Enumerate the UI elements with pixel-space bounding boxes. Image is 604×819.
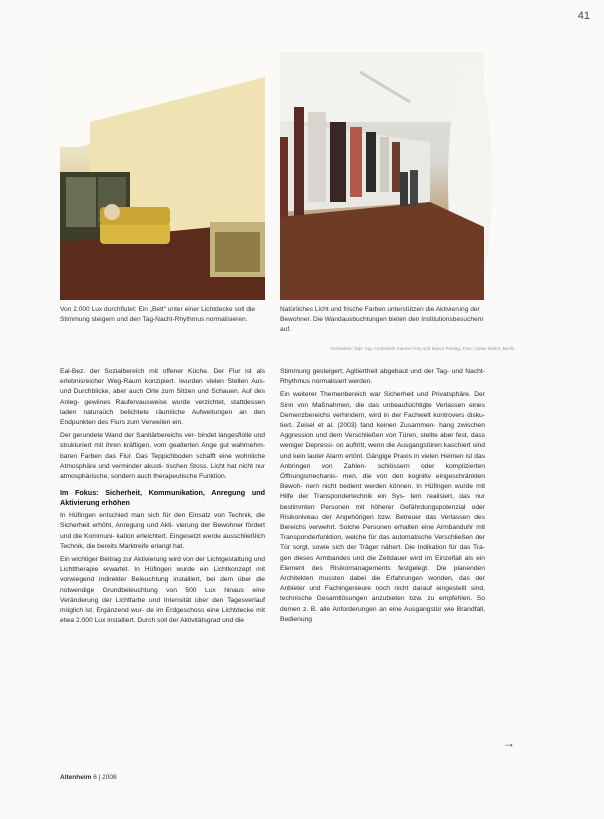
photo-caption-left: Von 2.000 Lux durchflutet: Ein „Bett“ unter einer Lichtdecke soll die Stimmung steigern und den Tag-Nacht-Rhythmus normalisieren. [60, 306, 255, 323]
photo-credit: Architektur: Dipl.-Ing. Architektin Sabine Frey und Marco Freitag; Foto: Lukas Muller, Berlin [330, 346, 515, 351]
paragraph: Eal-Bez. der Sozialbereich mit offener Küche. Der Flur ist als erlebnisreicher Weg-Raum konzipiert. Iwurden vielen Stellen Aus- und Durchblicke, aber auch Orte zum Sitzen und Schauen. Auf des Anleg- gewiines Raufervausweise wurde verzichtet, stattdessen laden naturaüch belichtete räumliche Aufweitungen an den Endpunkten des Flurs zum Verweilen ein. [60, 368, 265, 427]
lounge-illustration [60, 52, 265, 300]
arrow-right-icon: → [503, 736, 515, 750]
page-number: 41 [577, 10, 590, 22]
issue-number: 6 | 2008 [93, 774, 117, 781]
paragraph: In Hüfingen entschied man sich für den Einsatz von Technik, die Sicherheit erhöht, Anregung und Akti- vierung der Bewohner fördert und die Kommuni- kation erleichtert. Eingesetzt werde ausschließlich Technik, die bereits Marktreife erlangt hat. [60, 512, 265, 550]
paragraph: Ein weiterer Themenbereich war Sicherheit und Privatsphäre. Der Sinn von Maßnahmen, die das unbeaufsichtigte Verlassen eines Demenzbereichs verhindern, wird in der Fachwelt kontrovers disku- tiert. Zeisel et al. (2003) fand keinen Zusammen- hang zwischen Aggression und dem Verschließen von Türen, stellte aber fest, dass weniger Depressi- on auftritt, wenn die Ausgangstüren kaschiert sind und kein lauter Alarm ertönt. Gängige Praxis in vielen Heimen ist das Anbringen von Zahlen- schlössern oder komplizierten Öffnungsmechanis- men, die von den kognitiv eingeschränkten Bewoh- nern nicht bedient werden können. In Hüfingen wurde mit Hilfe der Transpondertechnik ein Sys- tem realisiert, das nur bestimmten Personen mit höherer Gefährdungspotenzial oder Risikoniveau der Angehörigen bzw. Betreuer das Verlassen des Bereichs verwehrt. Solche Personen erhalten eine Armbanduhr mit Transponderfunktion, welche für das automatische Verschließen der Tür sorgt, sowie sich der Träger nähert. Die Indikation für das Tra- gen dieses Armbandes und die Zeitdauer wird im Einzelfall als ein Element des Risikomanagements festgelegt. Die planenden Architekten mussten dabei die Erfahrungen wonden, das der Anbieter und Fachingenieure noch nicht darauf eingestellt sind, technische Gesamtlösungen anzubieten bzw. zu empfehlen. So demen z. B. alle Anforderungen an eine Ausgangstür wie Brandfall, Bedienung [280, 391, 485, 623]
paragraph: Ein wichtiger Beitrag zur Aktivierung wird von der Lichtgestaltung und Lichttherapie erwartet. In Hüfingen wurde ein Lichtkonzept mit vorwiegend indirekter Beleuchtung installiert, bei dem über die notwendige Grundbeleuchtung von 500 Lux hinaus eine Veränderung der Lichtfarbe und Intensität über den Tagesverlauf möglich ist. Ergänzend wur- de im Erdgeschoss eine Lichtdecke mit etwa 2.000 Lux installiert. Durch soll der Aktivitätsgrad und die [60, 556, 265, 625]
paragraph: Stimmung gesteigert, Agitiertheit abgebaut und der Tag- und Nacht-Rhythmus normalisiert werden. [280, 368, 485, 386]
photo-caption-right: Natürliches Licht und frische Farben unterstützen die Aktivierung der Bewohner. Die Wandausbuchtungen bieten den Institutionsbesuchern auf. [280, 306, 484, 333]
article-column-left [60, 367, 265, 629]
magazine-name: Altenheim [60, 774, 92, 781]
page-footer [60, 774, 117, 781]
paragraph: Der gerundete Wand der Sanitärbereichs ver- bindet langesflolle und strukturiert mit ihren kräftigen, vom gealterten Ange gut wahrnehm- baren Farben das Flur. Das Teppichboden schafft eine wohnliche Atmosphäre und verminder akusti- tischen Stoss. Licht hat nicht nur atmosphärische, sondern auch therapeutische Funktion. [60, 432, 265, 481]
section-heading: Im Fokus: Sicherheit, Kommunikation, Anregung und Aktivierung erhöhen [60, 488, 265, 508]
article-column-right [280, 367, 485, 628]
corridor-illustration [280, 52, 484, 300]
lounge-photo [60, 52, 265, 300]
corridor-photo [280, 52, 484, 300]
